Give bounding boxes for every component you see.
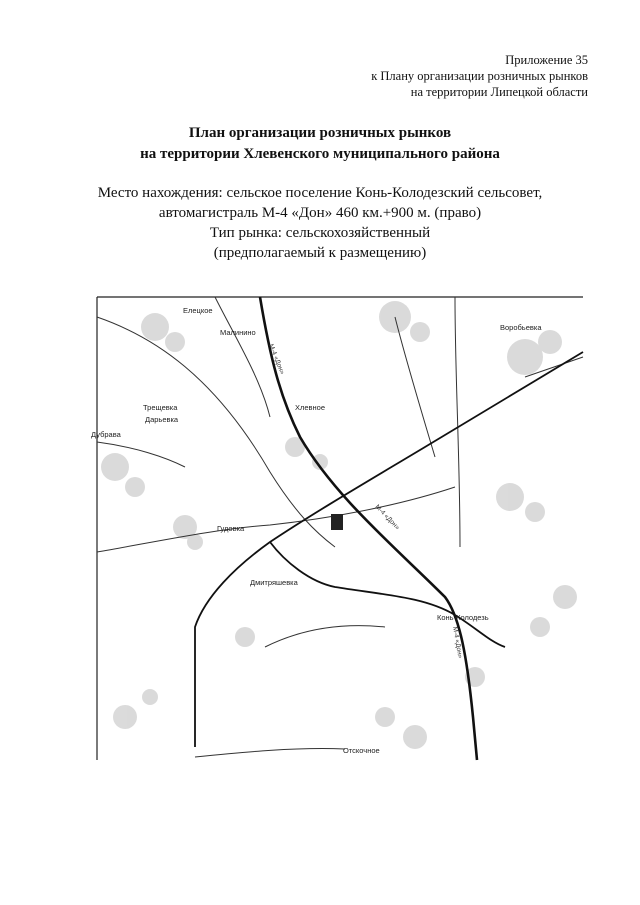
appendix-header bbox=[228, 52, 588, 100]
location-line-1: Место нахождения: сельское поселение Конь-Колодезский сельсовет, bbox=[97, 185, 543, 201]
title-line-2: на территории Хлевенского муниципального района bbox=[140, 146, 500, 162]
place-gudovka: Гудовка bbox=[217, 524, 245, 533]
place-khlevnoe: Хлевное bbox=[295, 403, 326, 412]
location-line-2: автомагистраль М-4 «Дон» 460 км.+900 м. (право) bbox=[158, 205, 482, 221]
market-type-line: Тип рынка: сельскохозяйственный bbox=[209, 225, 431, 241]
document-title bbox=[0, 123, 640, 165]
place-eletskoe: Елецкое bbox=[183, 306, 213, 315]
place-darieevka: Дарьевка bbox=[145, 415, 179, 424]
highway-label-north: М-4 «Дон» bbox=[267, 343, 286, 376]
place-dmitriashevka: Дмитряшевка bbox=[250, 578, 298, 587]
highway-labels bbox=[267, 343, 463, 659]
place-maleshevo: Малинино bbox=[220, 328, 256, 337]
highway-road bbox=[260, 297, 477, 760]
highway-label-middle: М-4 «Дон» bbox=[373, 503, 401, 532]
place-otskochnoe: Отскочное bbox=[343, 746, 380, 755]
highway-label-south: М-4 «Дон» bbox=[451, 626, 464, 659]
market-status-line: (предполагаемый к размещению) bbox=[213, 245, 427, 261]
appendix-line-1: Приложение 35 bbox=[505, 53, 588, 67]
place-dubrava: Дубрава bbox=[91, 430, 121, 439]
market-site-marker bbox=[331, 514, 343, 530]
map-svg bbox=[91, 297, 585, 760]
title-line-1: План организации розничных рынков bbox=[188, 125, 452, 141]
appendix-line-2: к Плану организации розничных рынков bbox=[371, 69, 588, 83]
location-description bbox=[0, 183, 640, 263]
place-kon-kolodez: Конь-Колодезь bbox=[437, 613, 489, 622]
appendix-line-3: на территории Липецкой области bbox=[410, 85, 588, 99]
place-vorobyevka: Воробьевка bbox=[500, 323, 542, 332]
location-map bbox=[91, 297, 585, 760]
place-labels bbox=[91, 306, 542, 755]
main-road bbox=[195, 352, 583, 747]
place-treschevka: Трещевка bbox=[143, 403, 178, 412]
